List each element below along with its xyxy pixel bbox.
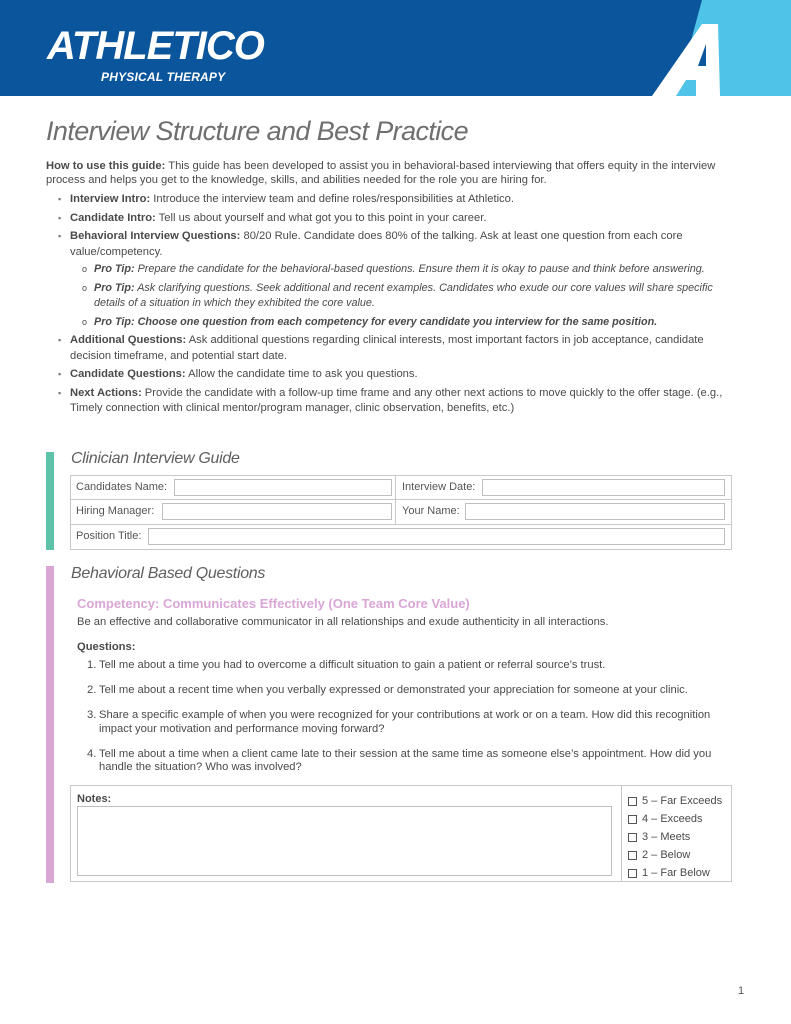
checkbox-icon[interactable] <box>628 815 637 824</box>
your-name-input[interactable] <box>465 503 725 520</box>
guide-row <box>71 476 731 500</box>
bullet-text: Introduce the interview team and define roles/responsibilities at Athletico. <box>150 193 514 205</box>
list-item <box>58 229 738 330</box>
notes-textarea[interactable] <box>77 806 612 876</box>
rating-label: 2 – Below <box>642 849 691 861</box>
pro-tip <box>82 281 738 312</box>
guide-form <box>70 475 732 550</box>
guide-cell <box>396 500 731 524</box>
rating-label: 4 – Exceeds <box>642 813 703 825</box>
question-number: 1. <box>87 659 97 671</box>
brand-logo: ATHLETICO <box>47 24 264 68</box>
pro-tip <box>82 315 738 331</box>
questions-list <box>87 659 727 786</box>
bullet-icon: ▪ <box>58 387 62 398</box>
your-name-label: Your Name: <box>402 505 460 517</box>
question-text: Tell me about a time you had to overcome a difficult situation to gain a patient or referral source’s trust. <box>99 659 606 671</box>
page-number: 1 <box>738 985 745 997</box>
pro-tip-text: Ask clarifying questions. Seek additional and recent examples. Candidates who exude our core values will share specific details of a situation in which they exhibited the core value. <box>94 281 713 309</box>
bullet-text: Provide the candidate with a follow-up time frame and any other next actions to move quickly to the offer stage. (e.g., Timely connection with clinical mentor/program manager, clinic observation, benefits, etc.) <box>70 386 723 414</box>
rating-option[interactable] <box>628 846 731 864</box>
rating-option[interactable] <box>628 810 731 828</box>
competency-heading: Competency: Communicates Effectively (One Team Core Value) <box>77 596 470 611</box>
question-number: 2. <box>87 684 97 696</box>
position-title-label: Position Title: <box>76 530 142 542</box>
behavioral-section-bar <box>46 566 54 883</box>
checkbox-icon[interactable] <box>628 869 637 878</box>
brand-a-mark-icon <box>640 0 791 96</box>
guide-row <box>71 500 731 525</box>
bullet-text: Tell us about yourself and what got you to this point in your career. <box>155 211 487 224</box>
notes-rating-box <box>70 785 732 882</box>
list-item <box>58 386 738 417</box>
question-text: Share a specific example of when you were recognized for your contributions at work or on a team. How did this recognition impact your motivation and performance moving forward? <box>99 709 711 735</box>
list-item <box>58 211 738 227</box>
bullet-label: Next Actions: <box>70 386 142 399</box>
rating-label: 5 – Far Exceeds <box>642 795 723 807</box>
intro-lead: How to use this guide: <box>46 160 166 172</box>
bullet-icon: ▪ <box>58 194 62 204</box>
interview-date-input[interactable] <box>482 479 725 496</box>
steps-list <box>58 192 738 420</box>
circle-bullet-icon: o <box>82 316 88 327</box>
circle-bullet-icon: o <box>82 282 88 293</box>
notes-label: Notes: <box>77 793 112 805</box>
list-item <box>87 748 727 775</box>
bullet-label: Candidate Questions: <box>70 368 186 380</box>
guide-section-bar <box>46 452 54 550</box>
interview-date-label: Interview Date: <box>402 481 476 493</box>
bullet-icon: ▪ <box>58 212 62 223</box>
checkbox-icon[interactable] <box>628 833 637 842</box>
question-text: Tell me about a recent time when you verbally expressed or demonstrated your appreciation for someone at your clinic. <box>99 684 688 696</box>
pro-tips-list <box>82 262 738 330</box>
pro-tip-label: Pro Tip: <box>94 281 135 294</box>
rating-label: 3 – Meets <box>642 831 691 843</box>
hiring-manager-label: Hiring Manager: <box>76 505 155 517</box>
list-item <box>87 659 727 673</box>
guide-cell <box>396 476 731 499</box>
intro-text: This guide has been developed to assist you in behavioral-based interviewing that offers equity in the interview process and helps you get to the knowledge, skills, and abilities needed for the role you are hiring for. <box>46 160 716 186</box>
page-title: Interview Structure and Best Practice <box>46 116 468 146</box>
question-number: 4. <box>87 747 97 760</box>
list-item <box>58 192 738 208</box>
checkbox-icon[interactable] <box>628 797 637 806</box>
rating-option[interactable] <box>628 828 731 846</box>
hiring-manager-input[interactable] <box>162 503 392 520</box>
questions-label: Questions: <box>77 641 136 653</box>
bullet-icon: ▪ <box>58 369 62 379</box>
intro-paragraph <box>46 160 736 187</box>
checkbox-icon[interactable] <box>628 851 637 860</box>
bullet-label: Candidate Intro: <box>70 211 156 224</box>
bullet-label: Additional Questions: <box>70 334 187 346</box>
position-title-input[interactable] <box>148 528 725 545</box>
bullet-label: Behavioral Interview Questions: <box>70 230 241 242</box>
candidate-name-label: Candidates Name: <box>76 481 168 493</box>
pro-tip-text: Choose one question from each competency for every candidate you interview for the same position. <box>134 315 658 328</box>
guide-row <box>71 525 731 549</box>
question-number: 3. <box>87 709 97 721</box>
bullet-text: Ask additional questions regarding clinical interests, most important factors in job acceptance, candidate decision timeframe, and potential start date. <box>70 334 704 362</box>
guide-section-title: Clinician Interview Guide <box>71 450 240 467</box>
pro-tip-label: Pro Tip: <box>94 315 135 328</box>
question-text: Tell me about a time when a client came late to their session at the same time as someone else’s appointment. How did you handle the situation? Who was involved? <box>99 747 712 773</box>
circle-bullet-icon: o <box>82 264 88 274</box>
pro-tip-text: Prepare the candidate for the behavioral-based questions. Ensure them it is okay to pause and think before answering. <box>134 263 705 275</box>
list-item <box>87 709 727 736</box>
bullet-icon: ▪ <box>58 231 62 241</box>
bullet-label: Interview Intro: <box>70 193 151 205</box>
bullet-text: 80/20 Rule. Candidate does 80% of the talking. Ask at least one question from each core value/competency. <box>70 230 683 258</box>
header-banner <box>0 0 791 96</box>
rating-option[interactable] <box>628 864 731 882</box>
list-item <box>58 367 738 383</box>
guide-cell <box>71 500 396 524</box>
competency-description: Be an effective and collaborative communicator in all relationships and exude authenticity in all interactions. <box>77 616 609 628</box>
brand-tagline: PHYSICAL THERAPY <box>101 70 226 84</box>
guide-cell <box>71 525 731 549</box>
rating-option[interactable] <box>628 792 731 810</box>
bullet-text: Allow the candidate time to ask you questions. <box>185 368 418 380</box>
list-item <box>87 684 727 698</box>
list-item <box>58 333 738 364</box>
bullet-icon: ▪ <box>58 335 62 345</box>
pro-tip <box>82 262 738 278</box>
pro-tip-label: Pro Tip: <box>94 263 135 275</box>
guide-cell <box>71 476 396 499</box>
candidate-name-input[interactable] <box>174 479 392 496</box>
rating-options <box>621 786 731 881</box>
behavioral-section-title: Behavioral Based Questions <box>71 565 266 582</box>
rating-label: 1 – Far Below <box>642 867 710 879</box>
